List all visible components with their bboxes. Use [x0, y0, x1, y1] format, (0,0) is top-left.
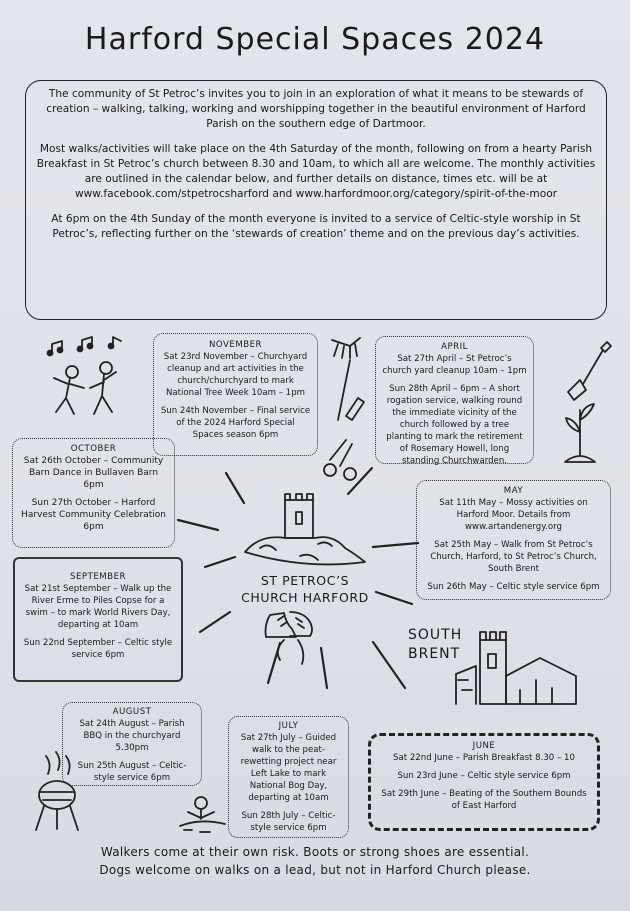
month-box-november: [153, 333, 318, 456]
month-box-october: [12, 438, 175, 548]
shears-icon: [324, 440, 356, 480]
spade-icon: [568, 342, 611, 400]
month-box-may: [416, 480, 611, 600]
june-event-3: Sat 29th June – Beating of the Southern Bounds of East Harford: [381, 789, 587, 811]
month-name-august: AUGUST: [112, 707, 152, 717]
month-name-september: SEPTEMBER: [70, 572, 126, 582]
south-brent-church-icon: [456, 632, 576, 704]
october-event-2: Sun 27th October – Harford Harvest Community Celebration 6pm: [21, 498, 166, 532]
month-box-august: [62, 702, 202, 786]
church-label-line-2: CHURCH HARFORD: [241, 590, 369, 605]
south-brent-line-1: SOUTH: [408, 627, 463, 643]
month-box-june: [368, 733, 600, 831]
june-event-2: Sun 23rd June – Celtic style service 6pm: [397, 771, 571, 781]
april-event-2: Sun 28th April – 6pm – A short rogation service, walking round the immediate vicinity of the church followed by a tree planting to mark the retirement of Rosemary Howell, long standing Churchwarden.: [386, 384, 523, 466]
bog-figure-icon: [180, 797, 225, 832]
sapling-icon: [565, 404, 595, 462]
footer-line-1: Walkers come at their own risk. Boots or strong shoes are essential.: [100, 845, 530, 859]
october-event-1: Sat 26th October – Community Barn Dance in Bullaven Barn 6pm: [23, 456, 164, 490]
dancers-icon: [54, 362, 116, 414]
month-name-july: JULY: [278, 721, 299, 731]
boots-icon: [266, 612, 313, 664]
may-event-3: Sun 26th May – Celtic style service 6pm: [427, 582, 600, 592]
church-tower-icon: [245, 494, 365, 564]
music-notes-icon: [48, 337, 122, 356]
south-brent-line-2: BRENT: [408, 646, 461, 662]
may-event-2: Sat 25th May – Walk from St Petroc’s Church, Harford, to St Petroc’s Church, South Brent: [430, 540, 597, 574]
september-event-1: Sat 21st September – Walk up the River Erme to Piles Copse for a swim – to mark World Rivers Day, departing at 10am: [24, 584, 172, 630]
intro-paragraph-2: Most walks/activities will take place on the 4th Saturday of the month, following on from a hearty Parish Breakfast in St Petroc’s church between 8.30 and 10am, to which all are welcome. The monthly activities are outlined in the calendar below, and further details on distance, times etc. will be at www.facebook.com/stpetrocsharford and www.harfordmoor.org/category/spirit-of-the-moor: [36, 143, 596, 200]
church-label-line-1: ST PETROC’S: [260, 573, 350, 588]
month-box-april: [375, 336, 534, 464]
intro-paragraph-3: At 6pm on the 4th Sunday of the month everyone is invited to a service of Celtic-style worship in St Petroc’s, reflecting further on the ‘stewards of creation’ theme and on the previous day’s activities.: [51, 213, 581, 240]
september-event-2: Sun 22nd September – Celtic style service 6pm: [23, 638, 173, 660]
april-event-1: Sat 27th April – St Petroc’s church yard cleanup 10am – 1pm: [382, 354, 527, 376]
august-event-1: Sat 24th August – Parish BBQ in the churchyard 5.30pm: [79, 719, 185, 753]
page-title: Harford Special Spaces 2024: [84, 22, 546, 57]
june-event-1: Sat 22nd June – Parish Breakfast 8.30 – 10: [393, 753, 575, 763]
november-event-1: Sat 23rd November – Churchyard cleanup and art activities in the church/churchyard to mark National Tree Week 10am – 1pm: [163, 352, 308, 398]
south-brent-label: [408, 626, 462, 664]
august-event-2: Sun 25th August – Celtic-style service 6pm: [77, 761, 187, 783]
rake-icon: [332, 338, 364, 420]
month-name-april: APRIL: [441, 342, 468, 352]
july-event-2: Sun 28th July – Celtic-style service 6pm: [241, 811, 336, 833]
church-label: [225, 572, 385, 606]
month-name-june: JUNE: [472, 741, 496, 751]
may-event-1: Sat 11th May – Mossy activities on Harford Moor. Details from www.artandenergy.org: [439, 498, 588, 532]
month-box-july: [228, 716, 349, 838]
footer-notice: [0, 843, 630, 879]
month-name-may: MAY: [503, 486, 524, 496]
july-event-1: Sat 27th July – Guided walk to the peat-rewetting project near Left Lake to mark National Bog Day, departing at 10am: [240, 733, 337, 803]
month-name-november: NOVEMBER: [208, 340, 263, 350]
november-event-2: Sun 24th November – Final service of the 2024 Harford Special Spaces season 6pm: [160, 406, 311, 440]
intro-paragraph-1: The community of St Petroc’s invites you to join in an exploration of what it means to be stewards of creation – walking, talking, working and worshipping together in the beautiful environment of Harford Parish on the southern edge of Dartmoor.: [46, 88, 586, 130]
footer-line-2: Dogs welcome on walks on a lead, but not in Harford Church please.: [99, 863, 531, 877]
month-box-september: [13, 557, 183, 682]
month-name-october: OCTOBER: [70, 444, 117, 454]
